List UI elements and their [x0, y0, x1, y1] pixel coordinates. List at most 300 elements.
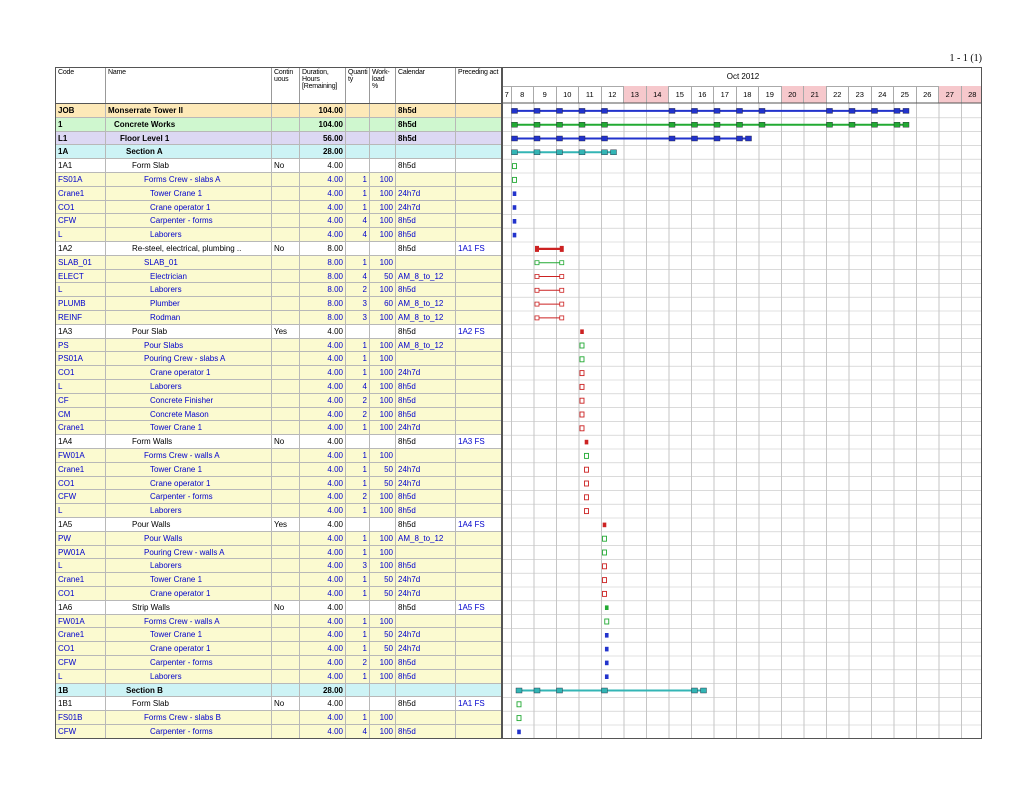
cell-pre — [456, 228, 502, 241]
cell-code: 1A3 — [56, 325, 106, 338]
cell-qty — [346, 104, 370, 117]
cell-code: CO1 — [56, 587, 106, 600]
cell-qty: 1 — [346, 352, 370, 365]
task-mark — [580, 329, 584, 334]
table-row[interactable] — [56, 490, 502, 504]
cell-name: Tower Crane 1 — [106, 187, 272, 200]
table-row[interactable] — [56, 104, 502, 118]
header-name[interactable]: Name — [106, 68, 272, 103]
header-quantity[interactable]: Quanti ty — [346, 68, 370, 103]
cell-code: Crane1 — [56, 187, 106, 200]
cell-qty: 2 — [346, 408, 370, 421]
cell-wl: 100 — [370, 559, 396, 572]
cell-pre — [456, 421, 502, 434]
cell-dur: 4.00 — [300, 394, 346, 407]
cell-qty: 4 — [346, 228, 370, 241]
table-row[interactable] — [56, 118, 502, 132]
header-continuous[interactable]: Contin uous — [272, 68, 300, 103]
cell-name: Crane operator 1 — [106, 477, 272, 490]
cell-name: Form Walls — [106, 435, 272, 448]
cell-cal — [396, 256, 456, 269]
header-preceding[interactable]: Preceding act — [458, 69, 499, 76]
cell-name: Laborers — [106, 283, 272, 296]
cell-name: Crane operator 1 — [106, 642, 272, 655]
table-row[interactable] — [56, 463, 502, 477]
cell-pre — [456, 628, 502, 641]
cell-cont — [272, 214, 300, 227]
table-row[interactable] — [56, 518, 502, 532]
cell-pre — [456, 380, 502, 393]
cell-qty: 1 — [346, 546, 370, 559]
cell-name: Laborers — [106, 504, 272, 517]
cell-cont — [272, 711, 300, 724]
cell-pre — [456, 490, 502, 503]
resource-mark — [603, 591, 607, 596]
cell-code: PS — [56, 339, 106, 352]
cell-code: L — [56, 670, 106, 683]
header-duration[interactable]: Duration, Hours [Remaining] — [300, 68, 346, 103]
cell-code: FS01A — [56, 173, 106, 186]
table-row[interactable] — [56, 394, 502, 408]
cell-pre: 1A5 FS — [458, 602, 485, 612]
cell-name: Monserrate Tower II — [106, 104, 272, 117]
resource-bar-start — [535, 302, 539, 306]
cell-name: Plumber — [106, 297, 272, 310]
cell-cal: 8h5d — [396, 132, 456, 145]
cell-name: Carpenter - forms — [106, 214, 272, 227]
cell-pre — [456, 532, 502, 545]
cell-code: 1A — [56, 145, 106, 158]
summary-marker — [737, 108, 743, 113]
cell-dur: 4.00 — [300, 546, 346, 559]
cell-dur: 4.00 — [300, 187, 346, 200]
cell-dur: 4.00 — [300, 228, 346, 241]
cell-dur: 104.00 — [300, 104, 346, 117]
cell-qty — [346, 159, 370, 172]
table-row[interactable] — [56, 477, 502, 491]
cell-cal: 24h7d — [396, 477, 456, 490]
table-row[interactable] — [56, 256, 502, 270]
cell-dur: 8.00 — [300, 256, 346, 269]
table-row[interactable] — [56, 559, 502, 573]
cell-cal: 8h5d — [396, 601, 456, 614]
cell-name: Carpenter - forms — [106, 656, 272, 669]
day-label: 13 — [624, 86, 647, 103]
cell-cal: AM_8_to_12 — [396, 532, 456, 545]
cell-cont — [272, 684, 300, 697]
cell-cal — [396, 352, 456, 365]
cell-code: Crane1 — [56, 421, 106, 434]
cell-name: Carpenter - forms — [106, 725, 272, 738]
cell-code: FW01A — [56, 615, 106, 628]
cell-pre — [456, 615, 502, 628]
cell-pre — [456, 118, 502, 131]
cell-cal: 24h7d — [396, 187, 456, 200]
cell-pre — [456, 187, 502, 200]
table-row[interactable] — [56, 628, 502, 642]
table-row[interactable] — [56, 532, 502, 546]
cell-pre — [456, 642, 502, 655]
table-row[interactable] — [56, 201, 502, 215]
cell-cal: AM_8_to_12 — [396, 311, 456, 324]
cell-wl: 100 — [370, 670, 396, 683]
cell-pre: 1A1 FS — [458, 244, 485, 253]
cell-wl: 100 — [370, 228, 396, 241]
summary-marker — [512, 150, 518, 155]
cell-name: Forms Crew - slabs A — [106, 173, 272, 186]
table-row[interactable] — [56, 684, 502, 698]
cell-wl: 100 — [370, 214, 396, 227]
task-mark — [603, 523, 607, 528]
table-row[interactable] — [56, 173, 502, 187]
cell-wl: 50 — [370, 587, 396, 600]
resource-bar-start — [535, 288, 539, 292]
summary-marker — [579, 150, 585, 155]
cell-dur: 4.00 — [300, 463, 346, 476]
table-row[interactable] — [56, 311, 502, 325]
cell-name: Floor Level 1 — [106, 132, 272, 145]
table-row[interactable] — [56, 587, 502, 601]
table-row[interactable] — [56, 283, 502, 297]
cell-pre — [456, 201, 502, 214]
cell-code: L — [56, 504, 106, 517]
cell-wl — [370, 145, 396, 158]
summary-marker — [579, 122, 585, 127]
cell-pre — [456, 587, 502, 600]
day-label: 10 — [557, 86, 580, 103]
cell-qty: 4 — [346, 270, 370, 283]
table-row[interactable] — [56, 352, 502, 366]
table-row[interactable] — [56, 546, 502, 560]
cell-cal: 8h5d — [396, 325, 456, 338]
cell-code: CFW — [56, 725, 106, 738]
summary-marker — [512, 122, 518, 127]
cell-cont — [272, 587, 300, 600]
cell-wl: 100 — [370, 546, 396, 559]
table-row[interactable] — [56, 339, 502, 353]
month-header: Oct 2012 — [503, 68, 982, 87]
cell-pre — [456, 283, 502, 296]
summary-marker — [557, 108, 563, 113]
cell-qty: 1 — [346, 711, 370, 724]
cell-code: 1 — [56, 118, 106, 131]
day-label: 17 — [714, 86, 737, 103]
cell-code: 1A2 — [56, 242, 106, 255]
cell-name: Pour Walls — [106, 518, 272, 531]
cell-name: Crane operator 1 — [106, 587, 272, 600]
cell-qty: 3 — [346, 559, 370, 572]
table-row[interactable] — [56, 408, 502, 422]
cell-name: Tower Crane 1 — [106, 421, 272, 434]
table-row[interactable] — [56, 421, 502, 435]
summary-marker — [669, 136, 675, 141]
cell-pre — [456, 408, 502, 421]
cell-wl — [370, 435, 396, 448]
cell-pre — [456, 711, 502, 724]
cell-pre — [456, 352, 502, 365]
table-row[interactable] — [56, 270, 502, 284]
cell-name: Concrete Works — [106, 118, 272, 131]
cell-name: Tower Crane 1 — [106, 628, 272, 641]
cell-name: Crane operator 1 — [106, 366, 272, 379]
cell-cont — [272, 270, 300, 283]
cell-cal: 8h5d — [396, 697, 456, 710]
resource-bar-end — [560, 288, 564, 292]
cell-name: Concrete Mason — [106, 408, 272, 421]
cell-dur: 4.00 — [300, 615, 346, 628]
cell-qty — [346, 118, 370, 131]
cell-cont: No — [272, 242, 300, 255]
table-row[interactable] — [56, 228, 502, 242]
cell-dur: 4.00 — [300, 725, 346, 738]
table-row[interactable] — [56, 573, 502, 587]
cell-dur: 4.00 — [300, 628, 346, 641]
cell-cal — [396, 145, 456, 158]
summary-marker — [602, 122, 608, 127]
table-row[interactable] — [56, 187, 502, 201]
cell-code: L — [56, 228, 106, 241]
resource-mark — [580, 357, 584, 362]
summary-marker — [512, 108, 518, 113]
cell-qty: 1 — [346, 201, 370, 214]
table-row[interactable] — [56, 435, 502, 449]
cell-cont: No — [272, 601, 300, 614]
cell-code: PLUMB — [56, 297, 106, 310]
summary-marker — [516, 688, 522, 693]
cell-pre — [456, 573, 502, 586]
cell-pre — [456, 463, 502, 476]
day-label: 8 — [512, 86, 535, 103]
cell-cal: 8h5d — [396, 670, 456, 683]
cell-qty: 4 — [346, 214, 370, 227]
cell-name: Pour Slabs — [106, 339, 272, 352]
table-row[interactable] — [56, 670, 502, 684]
cell-qty: 1 — [346, 573, 370, 586]
cell-qty: 2 — [346, 283, 370, 296]
cell-code: CM — [56, 408, 106, 421]
cell-cont: No — [272, 159, 300, 172]
cell-cal: 8h5d — [396, 518, 456, 531]
cell-cont — [272, 380, 300, 393]
cell-code: PW — [56, 532, 106, 545]
cell-name: Tower Crane 1 — [106, 573, 272, 586]
resource-bar-end — [560, 261, 564, 265]
cell-cal: 8h5d — [396, 490, 456, 503]
resource-mark — [513, 177, 517, 182]
summary-end-marker — [903, 122, 909, 127]
cell-cal: 8h5d — [396, 559, 456, 572]
cell-pre: 1A2 FS — [458, 326, 485, 336]
header-code[interactable]: Code — [56, 68, 106, 103]
resource-mark — [605, 619, 609, 624]
cell-pre — [456, 725, 502, 738]
table-row[interactable] — [56, 615, 502, 629]
cell-wl — [370, 118, 396, 131]
cell-name: Form Slab — [106, 697, 272, 710]
cell-cont — [272, 642, 300, 655]
task-bar-end — [560, 246, 564, 252]
summary-marker — [579, 108, 585, 113]
cell-dur: 4.00 — [300, 504, 346, 517]
cell-code: 1A4 — [56, 435, 106, 448]
table-row[interactable] — [56, 132, 502, 146]
summary-marker — [557, 136, 563, 141]
table-row[interactable] — [56, 725, 502, 739]
cell-qty: 1 — [346, 187, 370, 200]
cell-pre — [456, 256, 502, 269]
cell-code: L — [56, 380, 106, 393]
table-row[interactable] — [56, 697, 502, 711]
table-row[interactable] — [56, 642, 502, 656]
cell-cal — [396, 449, 456, 462]
cell-cont — [272, 725, 300, 738]
cell-qty: 3 — [346, 311, 370, 324]
cell-qty: 2 — [346, 656, 370, 669]
cell-cal: 8h5d — [396, 159, 456, 172]
cell-qty: 3 — [346, 297, 370, 310]
summary-end-marker — [903, 108, 909, 113]
cell-cal — [396, 684, 456, 697]
cell-cont — [272, 283, 300, 296]
table-row[interactable] — [56, 656, 502, 670]
cell-qty: 1 — [346, 628, 370, 641]
cell-code: 1A5 — [56, 518, 106, 531]
resource-mark — [585, 453, 589, 458]
cell-wl — [370, 697, 396, 710]
cell-cont: Yes — [272, 518, 300, 531]
table-row[interactable] — [56, 325, 502, 339]
cell-cal: 24h7d — [396, 628, 456, 641]
cell-cal: 24h7d — [396, 573, 456, 586]
resource-mark — [603, 578, 607, 583]
cell-pre — [456, 684, 502, 697]
cell-cont — [272, 573, 300, 586]
cell-dur: 8.00 — [300, 242, 346, 255]
summary-marker — [557, 150, 563, 155]
cell-dur: 4.00 — [300, 559, 346, 572]
cell-pre — [456, 104, 502, 117]
cell-code: Crane1 — [56, 628, 106, 641]
header-calendar[interactable]: Calendar — [396, 68, 456, 103]
table-row[interactable] — [56, 214, 502, 228]
cell-cal: 24h7d — [396, 421, 456, 434]
cell-cal: 8h5d — [396, 394, 456, 407]
cell-cont — [272, 201, 300, 214]
cell-qty: 1 — [346, 449, 370, 462]
task-mark — [517, 730, 521, 735]
activity-table — [56, 68, 502, 738]
table-row[interactable] — [56, 297, 502, 311]
cell-code: 1A1 — [56, 159, 106, 172]
cell-wl — [370, 518, 396, 531]
cell-cont: No — [272, 435, 300, 448]
task-mark — [513, 219, 517, 224]
cell-pre: 1A1 FS — [458, 699, 485, 709]
table-row[interactable] — [56, 504, 502, 518]
cell-dur: 4.00 — [300, 532, 346, 545]
cell-name: Laborers — [106, 670, 272, 683]
cell-dur: 4.00 — [300, 339, 346, 352]
summary-marker — [669, 108, 675, 113]
resource-mark — [585, 495, 589, 500]
cell-name: Form Slab — [106, 159, 272, 172]
table-row[interactable] — [56, 711, 502, 725]
cell-pre — [456, 477, 502, 490]
cell-qty: 1 — [346, 615, 370, 628]
cell-qty: 1 — [346, 421, 370, 434]
cell-wl: 100 — [370, 394, 396, 407]
cell-cont — [272, 256, 300, 269]
cell-dur: 8.00 — [300, 297, 346, 310]
table-row[interactable] — [56, 449, 502, 463]
cell-cont — [272, 546, 300, 559]
summary-marker — [602, 136, 608, 141]
day-label: 18 — [737, 86, 760, 103]
cell-qty: 1 — [346, 587, 370, 600]
cell-cal: 24h7d — [396, 587, 456, 600]
cell-cal: 24h7d — [396, 201, 456, 214]
cell-cont: No — [272, 697, 300, 710]
page-number: 1 - 1 (1) — [949, 53, 982, 64]
cell-cont — [272, 104, 300, 117]
cell-cal: 8h5d — [396, 408, 456, 421]
table-row[interactable] — [56, 366, 502, 380]
cell-wl: 60 — [370, 297, 396, 310]
cell-name: Crane operator 1 — [106, 201, 272, 214]
cell-dur: 8.00 — [300, 283, 346, 296]
table-row[interactable] — [56, 159, 502, 173]
cell-wl — [370, 601, 396, 614]
task-bar-start — [535, 246, 539, 252]
cell-code: L1 — [56, 132, 106, 145]
cell-cal: 24h7d — [396, 463, 456, 476]
cell-dur: 4.00 — [300, 435, 346, 448]
cell-pre — [456, 297, 502, 310]
cell-cal: AM_8_to_12 — [396, 270, 456, 283]
cell-dur: 4.00 — [300, 697, 346, 710]
cell-qty: 1 — [346, 339, 370, 352]
summary-marker — [602, 150, 608, 155]
cell-code: CO1 — [56, 366, 106, 379]
resource-bar-start — [535, 275, 539, 279]
table-row[interactable] — [56, 145, 502, 159]
cell-wl: 100 — [370, 380, 396, 393]
cell-name: Forms Crew - slabs B — [106, 711, 272, 724]
resource-mark — [580, 371, 584, 376]
cell-dur: 4.00 — [300, 366, 346, 379]
cell-cont — [272, 490, 300, 503]
table-row[interactable] — [56, 380, 502, 394]
cell-code: CO1 — [56, 201, 106, 214]
day-label: 16 — [692, 86, 715, 103]
resource-mark — [603, 564, 607, 569]
cell-qty: 1 — [346, 173, 370, 186]
table-row[interactable] — [56, 242, 502, 256]
cell-pre — [456, 339, 502, 352]
cell-name: Section A — [106, 145, 272, 158]
cell-cal — [396, 546, 456, 559]
cell-wl — [370, 159, 396, 172]
day-label: 22 — [827, 86, 850, 103]
cell-cal: 24h7d — [396, 366, 456, 379]
cell-code: CF — [56, 394, 106, 407]
cell-wl: 100 — [370, 504, 396, 517]
header-workload[interactable]: Work- load % — [370, 68, 396, 103]
summary-marker — [872, 108, 878, 113]
cell-dur: 4.00 — [300, 380, 346, 393]
cell-pre — [456, 546, 502, 559]
table-row[interactable] — [56, 601, 502, 615]
